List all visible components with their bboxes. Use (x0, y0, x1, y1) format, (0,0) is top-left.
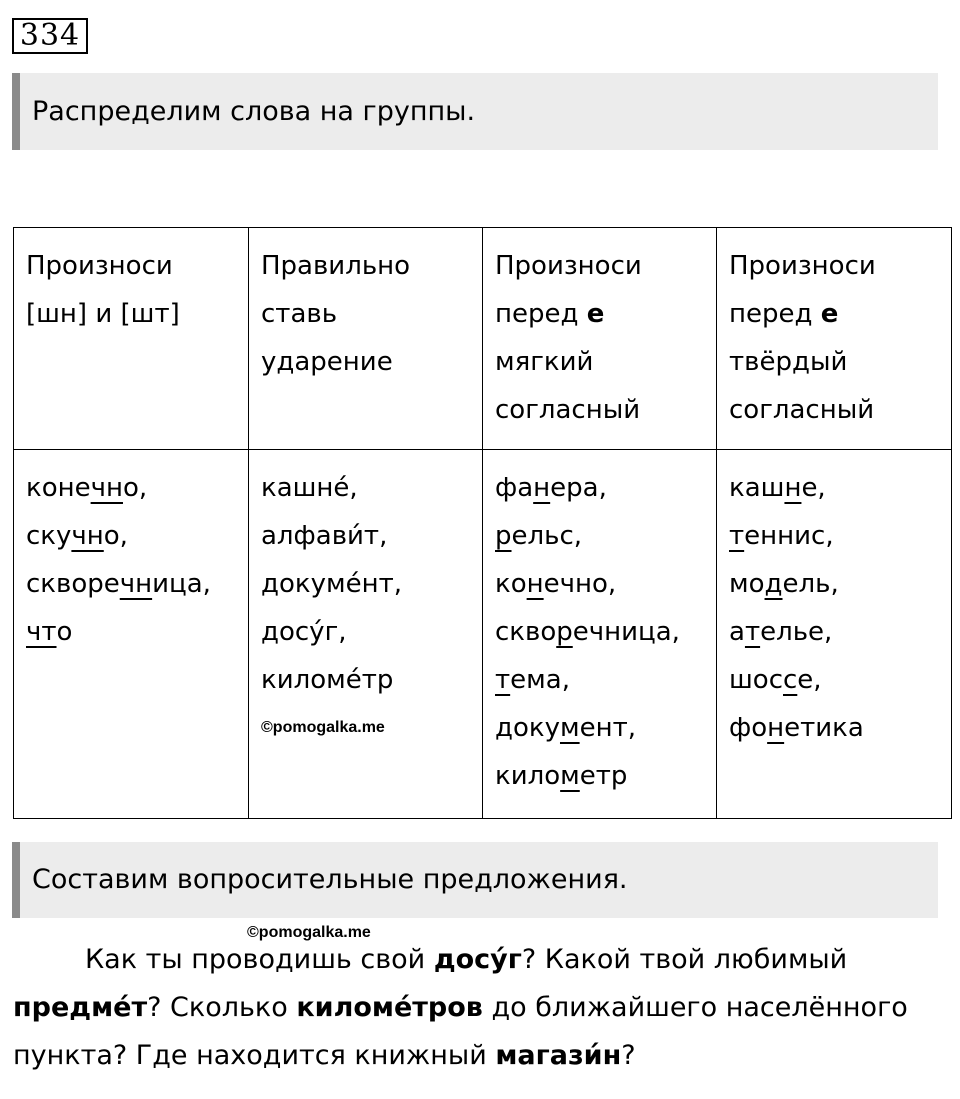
word-item: кашне́, (261, 473, 358, 503)
word-part: шос (729, 665, 783, 695)
table-body-row (14, 450, 952, 819)
word-item: докуме́нт, (261, 569, 402, 599)
bold-word: киломе́тров (296, 992, 483, 1023)
header-line: мягкий (495, 347, 594, 377)
word-part: ера, (550, 473, 607, 503)
header-line: твёрдый (729, 347, 848, 377)
sentence-text: Как ты проводишь свой (85, 944, 434, 975)
word-item (729, 464, 951, 512)
header-line: [шн] и [шт] (26, 299, 180, 329)
word-part: кило (495, 761, 561, 791)
word-item (729, 704, 951, 752)
word-part: скво (495, 617, 557, 647)
underlined-letters: н (767, 713, 785, 743)
word-item (495, 464, 716, 512)
watermark: ©pomogalka.me (247, 924, 371, 941)
sentence-text: ? (621, 1040, 636, 1071)
underlined-letters: чт (26, 617, 57, 647)
underlined-letters: чн (71, 521, 104, 551)
bold-word: предме́т (13, 992, 148, 1023)
sentence-text: до ближайшего населённого пункта? Где находится книжный (13, 992, 908, 1071)
underlined-letters: чн (90, 473, 123, 503)
word-part: еннис, (744, 521, 834, 551)
word-item (729, 656, 951, 704)
word-part: фа (495, 473, 534, 503)
word-item (26, 464, 248, 512)
underlined-letters: р (495, 521, 512, 551)
table-header-row (14, 228, 952, 450)
header-cell-4 (717, 228, 952, 450)
word-part: ица, (152, 569, 211, 599)
word-part: скворе (26, 569, 120, 599)
underlined-letters: т (729, 521, 745, 551)
word-item: алфави́т, (261, 521, 388, 551)
word-part: ечно, (543, 569, 617, 599)
column-stress (249, 450, 483, 819)
underlined-letters: м (560, 761, 580, 791)
underlined-letters: н (784, 473, 802, 503)
header-line: ставь (261, 299, 338, 329)
word-part: етр (579, 761, 628, 791)
underlined-letters: д (764, 569, 783, 599)
word-item: киломе́тр (261, 665, 394, 695)
word-part: ент, (579, 713, 637, 743)
word-item (26, 560, 248, 608)
word-item (495, 560, 716, 608)
header-cell-3 (483, 228, 717, 450)
bold-word: досу́г (433, 944, 522, 975)
column-soft-consonant (483, 450, 717, 819)
word-part: доку (495, 713, 560, 743)
underlined-letters: т (744, 617, 761, 647)
word-part: каш (729, 473, 785, 503)
instruction-text-1: Распределим слова на группы. (32, 96, 476, 127)
underlined-letters: н (526, 569, 544, 599)
word-part: коне (26, 473, 91, 503)
bold-word: магази́н (495, 1040, 622, 1071)
word-item (729, 512, 951, 560)
word-item (729, 608, 951, 656)
header-line: Правильно (261, 251, 411, 281)
underlined-letters: с (783, 665, 798, 695)
word-part: а (729, 617, 745, 647)
word-item (729, 560, 951, 608)
underlined-letters: н (533, 473, 551, 503)
word-item (495, 704, 716, 752)
header-line: Произноси (26, 251, 173, 281)
underlined-letters: чн (119, 569, 153, 599)
word-part: ема, (510, 665, 570, 695)
word-part: мо (729, 569, 765, 599)
exercise-number: 334 (12, 18, 88, 54)
word-item (26, 608, 248, 656)
word-part: о (56, 617, 73, 647)
column-hard-consonant (717, 450, 952, 819)
header-cell-2 (249, 228, 483, 450)
header-line (495, 290, 716, 338)
underlined-letters: м (559, 713, 580, 743)
header-line: согласный (495, 395, 641, 425)
word-part: о, (103, 521, 128, 551)
instruction-banner-1 (12, 73, 938, 150)
header-cell-1 (14, 228, 249, 450)
instruction-banner-2 (12, 842, 938, 918)
word-groups-table (13, 227, 952, 819)
instruction-text-2: Составим вопросительные предложения. (32, 864, 628, 895)
word-part: о, (122, 473, 148, 503)
header-text: перед (729, 299, 821, 329)
word-part: е, (797, 665, 822, 695)
word-part: фо (729, 713, 768, 743)
header-bold-letter: е (820, 299, 839, 329)
header-text: перед (495, 299, 587, 329)
word-part: ечница, (572, 617, 680, 647)
word-part: ску (26, 521, 72, 551)
word-part: етика (784, 713, 864, 743)
word-item (495, 656, 716, 704)
column-shn-sht (14, 450, 249, 819)
word-part: елье, (760, 617, 833, 647)
answer-paragraph (13, 936, 943, 1080)
header-line: ударение (261, 347, 393, 377)
word-item (26, 512, 248, 560)
word-part: ель, (782, 569, 839, 599)
word-item: досу́г, (261, 617, 347, 647)
header-line: Произноси (729, 251, 876, 281)
word-part: ельс, (511, 521, 583, 551)
header-bold-letter: е (586, 299, 605, 329)
word-part: ко (495, 569, 527, 599)
watermark: ©pomogalka.me (261, 719, 385, 736)
header-line: согласный (729, 395, 875, 425)
word-item (495, 752, 716, 800)
underlined-letters: р (556, 617, 573, 647)
word-item (495, 608, 716, 656)
underlined-letters: т (495, 665, 511, 695)
word-part: е, (801, 473, 826, 503)
sentence-text: ? Сколько (147, 992, 297, 1023)
word-item (495, 512, 716, 560)
sentence-text: ? Какой твой любимый (521, 944, 848, 975)
header-line (729, 290, 951, 338)
header-line: Произноси (495, 251, 642, 281)
